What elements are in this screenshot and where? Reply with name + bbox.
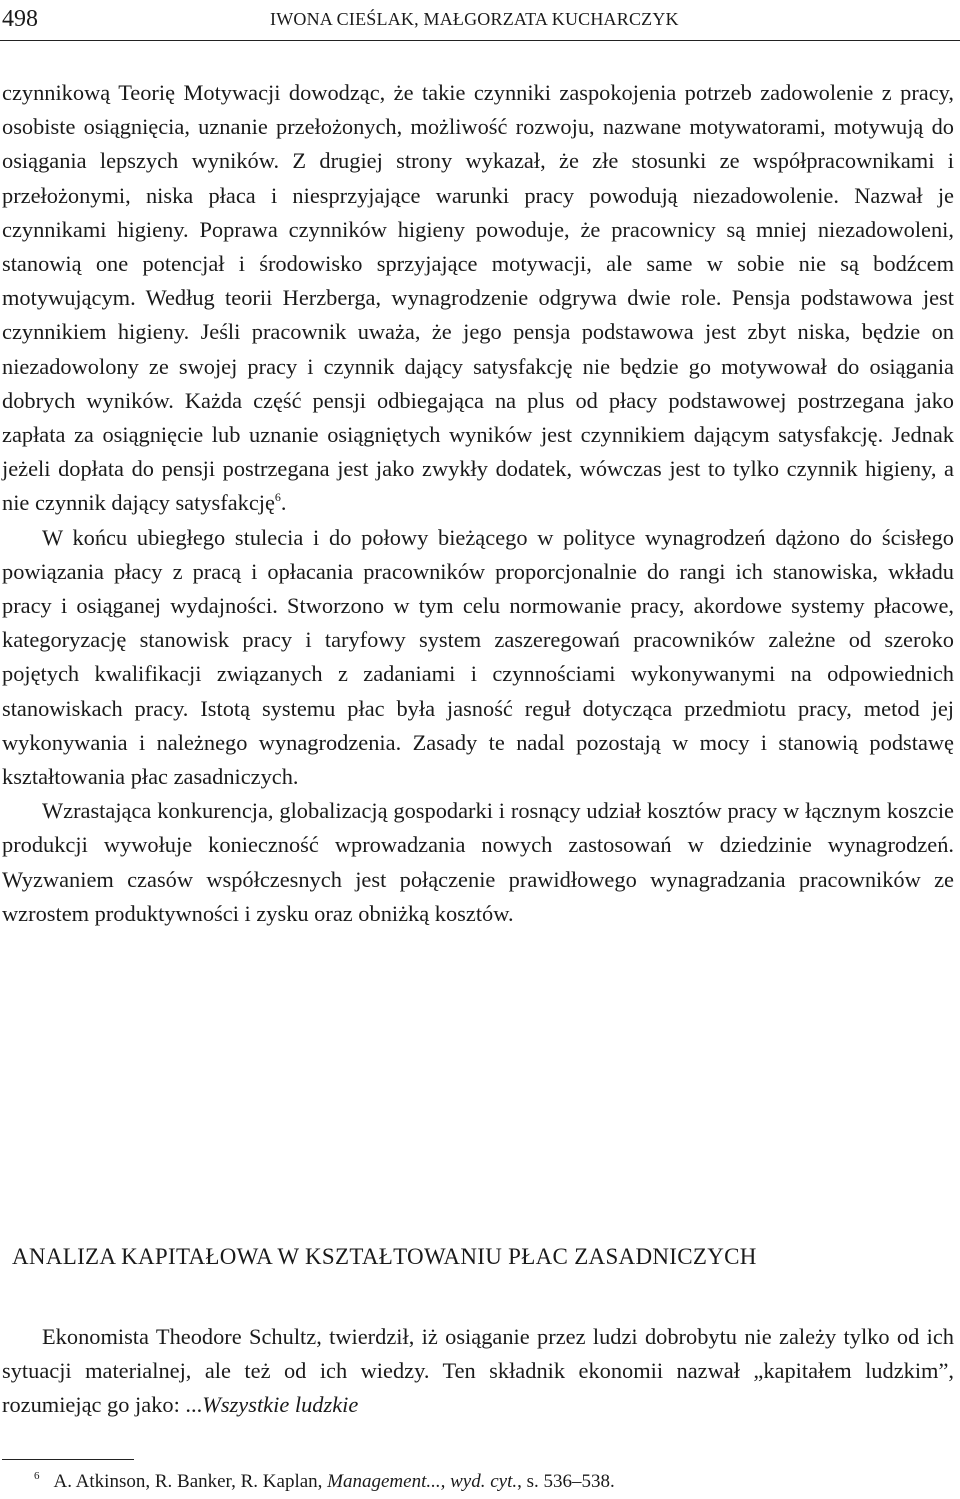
footnote-text-after: , s. 536–538. [517,1471,615,1492]
body-text [2,76,954,931]
running-header [0,0,960,41]
section-paragraph-1-italic: Wszystkie ludzkie [202,1392,359,1418]
paragraph-3: Wzrastająca konkurencja, globalizacją gospodarki i rosnący udział kosztów pracy w łącznym koszcie produkcji wywołuje konieczność wprowadzania nowych zastosowań w dziedzinie wynagrodzeń. Wyzwaniem czasów współczesnych jest połączenie prawidłowego wynagradzania pracowników ze wzrostem produktywności i zysku oraz obniżką kosztów. [2,798,954,926]
paragraph-1 [2,76,954,521]
footnote-title: Management..., wyd. cyt. [327,1471,518,1492]
footnote [34,1469,934,1495]
running-title: IWONA CIEŚLAK, MAŁGORZATA KUCHARCZYK [270,9,679,29]
section-heading: ANALIZA KAPITAŁOWA W KSZTAŁTOWANIU PŁAC ZASADNICZYCH [12,1244,757,1269]
section-text [2,1320,954,1423]
paragraph-1-end: . [280,490,287,516]
footnote-number: 6 [34,1470,40,1482]
section-paragraph-1-text: Ekonomista Theodore Schultz, twierdził, iż osiąganie przez ludzi dobrobytu nie zależy tylko od ich sytuacji materialnej, ale też od ich wiedzy. Ten składnik ekonomii nazwał „kapitałem ludzkim”, rozumiejąc go jako: ... [2,1324,954,1418]
page-number: 498 [2,6,38,32]
section-paragraph-1 [2,1320,954,1423]
paragraph-1-text: czynnikową Teorię Motywacji dowodząc, że takie czynniki zaspokojenia potrzeb zadowolenie z pracy, osobiste osiągnięcia, uznanie przełożonych, możliwość rozwoju, nazwane motywatorami, motywują do osiągania lepszych wyników. Z drugiej strony wykazał, że złe stosunki ze współpracownikami i przełożonymi, niska płaca i niesprzyjające warunki pracy powodują niezadowolenie. Nazwał je czynnikami higieny. Poprawa czynników higieny powoduje, że pracownicy są mniej niezadowoleni, stanowią one potencjał i środowisko sprzyjające motywacji, ale same w sobie nie są bodźcem motywującym. Według teorii Herzberga, wynagrodzenie odgrywa dwie role. Pensja podstawowa jest czynnikiem higieny. Jeśli pracownik uważa, że jego pensja podstawowa jest zbyt niska, będzie on niezadowolony ze swojej pracy i czynnik dający satysfakcję nie będzie go motywował do osiągania dobrych wyników. Każda część pensji odbiegająca na plus od płacy podstawowej postrzegana jako zapłata za osiągnięcie lub uznanie osiągniętych wyników jest czynnikiem dającym satysfakcję. Jednak jeżeli dopłata do pensji postrzegana jest jako zwykły dodatek, wówczas jest to tylko czynnik higieny, a nie czynnik dający satysfakcję [2,80,954,516]
footnote-text-before: A. Atkinson, R. Banker, R. Kaplan, [53,1471,328,1492]
footnote-reference[interactable]: 6 [274,490,281,505]
footnote-divider [2,1459,134,1460]
paragraph-2: W końcu ubiegłego stulecia i do połowy bieżącego w polityce wynagrodzeń dążono do ścisłego powiązania płacy z pracą i opłacania pracowników proporcjonalnie do rangi ich stanowiska, wkładu pracy i osiąganej wydajności. Stworzono w tym celu normowanie pracy, akordowe systemy płacowe, kategoryzację stanowisk pracy i taryfowy system zaszeregowań pracowników zależne od szeroko pojętych kwalifikacji związanych z zadaniami i czynnościami wykonywanymi na odpowiednich stanowiskach pracy. Istotą systemu płac była jasność reguł dotycząca przedmiotu pracy, metod jej wykonywania i należnego wynagrodzenia. Zasady te nadal pozostają w mocy i stanowią podstawę kształtowania płac zasadniczych. [2,524,954,790]
